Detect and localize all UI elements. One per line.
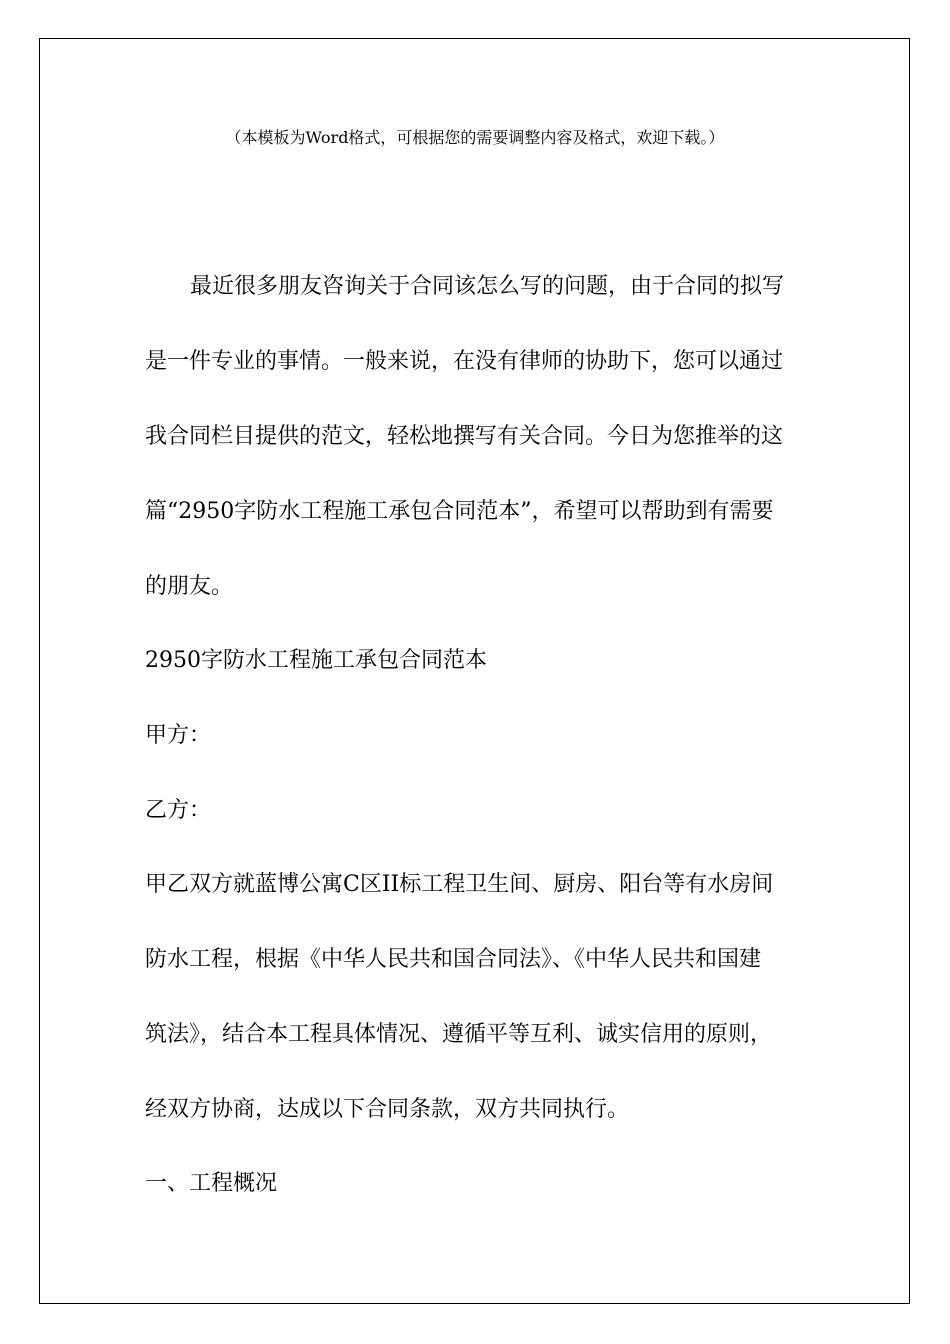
intro-line-2: 是一件专业的事情。一般来说，在没有律师的协助下，您可以通过 — [145, 349, 784, 374]
section-1-heading: 一、工程概况 — [145, 1171, 278, 1196]
party-b-label: 乙方： — [145, 798, 212, 823]
contract-title: 2950字防水工程施工承包合同范本 — [145, 648, 487, 673]
template-note: （本模板为Word格式，可根据您的需要调整内容及格式，欢迎下载。） — [225, 128, 725, 147]
agreement-line-1: 甲乙双方就蓝博公寓C区II标工程卫生间、厨房、阳台等有水房间 — [145, 872, 774, 897]
intro-line-3: 我合同栏目提供的范文，轻松地撰写有关合同。今日为您推举的这 — [145, 424, 784, 449]
agreement-line-4: 经双方协商，达成以下合同条款，双方共同执行。 — [145, 1097, 630, 1122]
agreement-line-3: 筑法》，结合本工程具体情况、遵循平等互利、诚实信用的原则， — [145, 1022, 773, 1047]
agreement-line-2: 防水工程，根据《中华人民共和国合同法》、《中华人民共和国建 — [145, 947, 762, 972]
party-a-label: 甲方： — [145, 723, 212, 748]
intro-line-1: 最近很多朋友咨询关于合同该怎么写的问题，由于合同的拟写 — [190, 274, 785, 299]
intro-line-5: 的朋友。 — [145, 574, 234, 599]
intro-line-4: 篇“2950字防水工程施工承包合同范本”，希望可以帮助到有需要 — [145, 499, 774, 524]
